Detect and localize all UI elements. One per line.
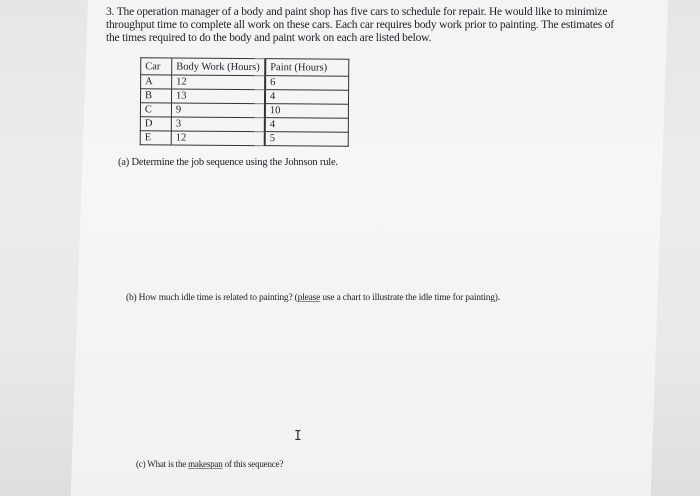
cell-car: D [140, 117, 171, 131]
table-header-row [141, 58, 349, 76]
cell-paint: 10 [265, 104, 349, 119]
cell-body: 3 [171, 117, 265, 132]
cell-paint: 4 [265, 118, 349, 133]
table-row [141, 75, 349, 90]
question-c-prefix: (c) What is the [136, 459, 189, 469]
question-c-underlined: makespan [188, 459, 223, 469]
cell-body: 12 [171, 131, 265, 146]
cell-car: C [140, 103, 171, 117]
cell-paint: 6 [265, 76, 349, 91]
cell-car: B [140, 89, 171, 103]
cell-paint: 4 [265, 90, 349, 105]
header-car: Car [141, 58, 172, 75]
question-b-suffix: use a chart to illustrate the idle time for painting). [320, 293, 500, 303]
table-row [140, 89, 348, 104]
cell-body: 9 [171, 103, 265, 118]
header-body-work: Body Work (Hours) [172, 58, 266, 76]
worksheet-page [71, 0, 668, 496]
table-row [140, 131, 348, 146]
problem-statement: 3. The operation manager of a body and paint shop has five cars to schedule for repair. He would like to minimize throughput time to complete all work on these cars. Each car requires body work prior to painting. The estimates of the times required to do the body and paint work on each are listed below. [106, 6, 614, 44]
cell-body: 12 [172, 75, 266, 90]
header-paint: Paint (Hours) [265, 59, 349, 77]
table-row [140, 103, 348, 118]
question-b-underlined: please [297, 293, 321, 303]
cell-paint: 5 [265, 132, 349, 147]
table-row [140, 117, 348, 132]
question-b-prefix: (b) How much idle time is related to painting? ( [126, 293, 298, 303]
cell-car: E [140, 131, 171, 145]
cell-body: 13 [171, 89, 265, 104]
text-cursor-icon: I [294, 429, 302, 444]
question-c [136, 459, 283, 469]
question-c-suffix: of this sequence? [222, 459, 284, 469]
times-table [140, 57, 350, 146]
cell-car: A [141, 75, 172, 89]
question-b [126, 293, 500, 303]
question-a: (a) Determine the job sequence using the Johnson rule. [118, 157, 338, 168]
